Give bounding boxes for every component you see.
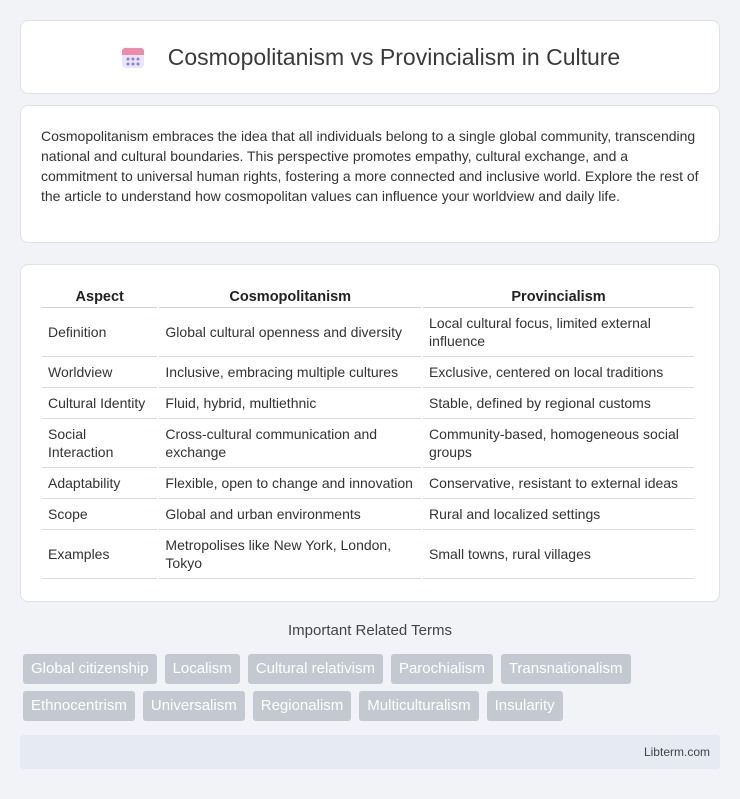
tag-multiculturalism[interactable]: Multiculturalism: [359, 691, 478, 721]
table-row: [42, 308, 694, 357]
comparison-table: [40, 285, 696, 579]
cell-aspect: Cultural Identity: [42, 388, 157, 419]
cell-cosmopolitanism: Global cultural openness and diversity: [159, 308, 421, 357]
cell-cosmopolitanism: Fluid, hybrid, multiethnic: [159, 388, 421, 419]
cell-provincialism: Stable, defined by regional customs: [423, 388, 694, 419]
tag-transnationalism[interactable]: Transnationalism: [501, 654, 631, 684]
tag-ethnocentrism[interactable]: Ethnocentrism: [23, 691, 135, 721]
cell-provincialism: Conservative, resistant to external ideas: [423, 468, 694, 499]
cell-provincialism: Local cultural focus, limited external influence: [423, 308, 694, 357]
footer: [20, 735, 720, 769]
cell-cosmopolitanism: Cross-cultural communication and exchange: [159, 419, 421, 468]
cell-aspect: Examples: [42, 530, 157, 579]
tag-insularity[interactable]: Insularity: [487, 691, 563, 721]
cell-aspect: Scope: [42, 499, 157, 530]
cell-aspect: Definition: [42, 308, 157, 357]
tag-regionalism[interactable]: Regionalism: [253, 691, 352, 721]
cell-cosmopolitanism: Global and urban environments: [159, 499, 421, 530]
calendar-icon: [120, 44, 146, 70]
cell-aspect: Worldview: [42, 357, 157, 388]
footer-brand-link[interactable]: Libterm.com: [643, 745, 710, 759]
table-row: [42, 388, 694, 419]
tag-parochialism[interactable]: Parochialism: [391, 654, 493, 684]
cell-provincialism: Small towns, rural villages: [423, 530, 694, 579]
tag-universalism[interactable]: Universalism: [143, 691, 245, 721]
header-aspect: Aspect: [42, 285, 157, 308]
header-card: [20, 20, 720, 94]
page-title: Cosmopolitanism vs Provincialism in Culture: [167, 43, 621, 70]
cell-cosmopolitanism: Inclusive, embracing multiple cultures: [159, 357, 421, 388]
cell-provincialism: Community-based, homogeneous social groups: [423, 419, 694, 468]
table-row: [42, 499, 694, 530]
related-terms-list: [23, 654, 723, 728]
intro-card: [20, 105, 720, 243]
cell-provincialism: Exclusive, centered on local traditions: [423, 357, 694, 388]
cell-cosmopolitanism: Flexible, open to change and innovation: [159, 468, 421, 499]
table-header-row: [42, 285, 694, 308]
related-terms-title: Important Related Terms: [288, 622, 452, 639]
table-row: [42, 468, 694, 499]
cell-aspect: Social Interaction: [42, 419, 157, 468]
header-cosmopolitanism: Cosmopolitanism: [159, 285, 421, 308]
tag-cultural-relativism[interactable]: Cultural relativism: [248, 654, 383, 684]
table-row: [42, 419, 694, 468]
cell-aspect: Adaptability: [42, 468, 157, 499]
cell-cosmopolitanism: Metropolises like New York, London, Tokyo: [159, 530, 421, 579]
table-row: [42, 357, 694, 388]
tag-localism[interactable]: Localism: [165, 654, 240, 684]
tag-global-citizenship[interactable]: Global citizenship: [23, 654, 157, 684]
intro-paragraph: Cosmopolitanism embraces the idea that all individuals belong to a single global community, transcending national and cultural boundaries. This perspective promotes empathy, cultural exchange, and a commitment to universal human rights, fostering a more connected and inclusive world. Explore the rest of the article to understand how cosmopolitan values can influence your worldview and daily life.: [41, 128, 699, 204]
header-provincialism: Provincialism: [423, 285, 694, 308]
table-row: [42, 530, 694, 579]
comparison-table-card: [20, 264, 720, 602]
cell-provincialism: Rural and localized settings: [423, 499, 694, 530]
